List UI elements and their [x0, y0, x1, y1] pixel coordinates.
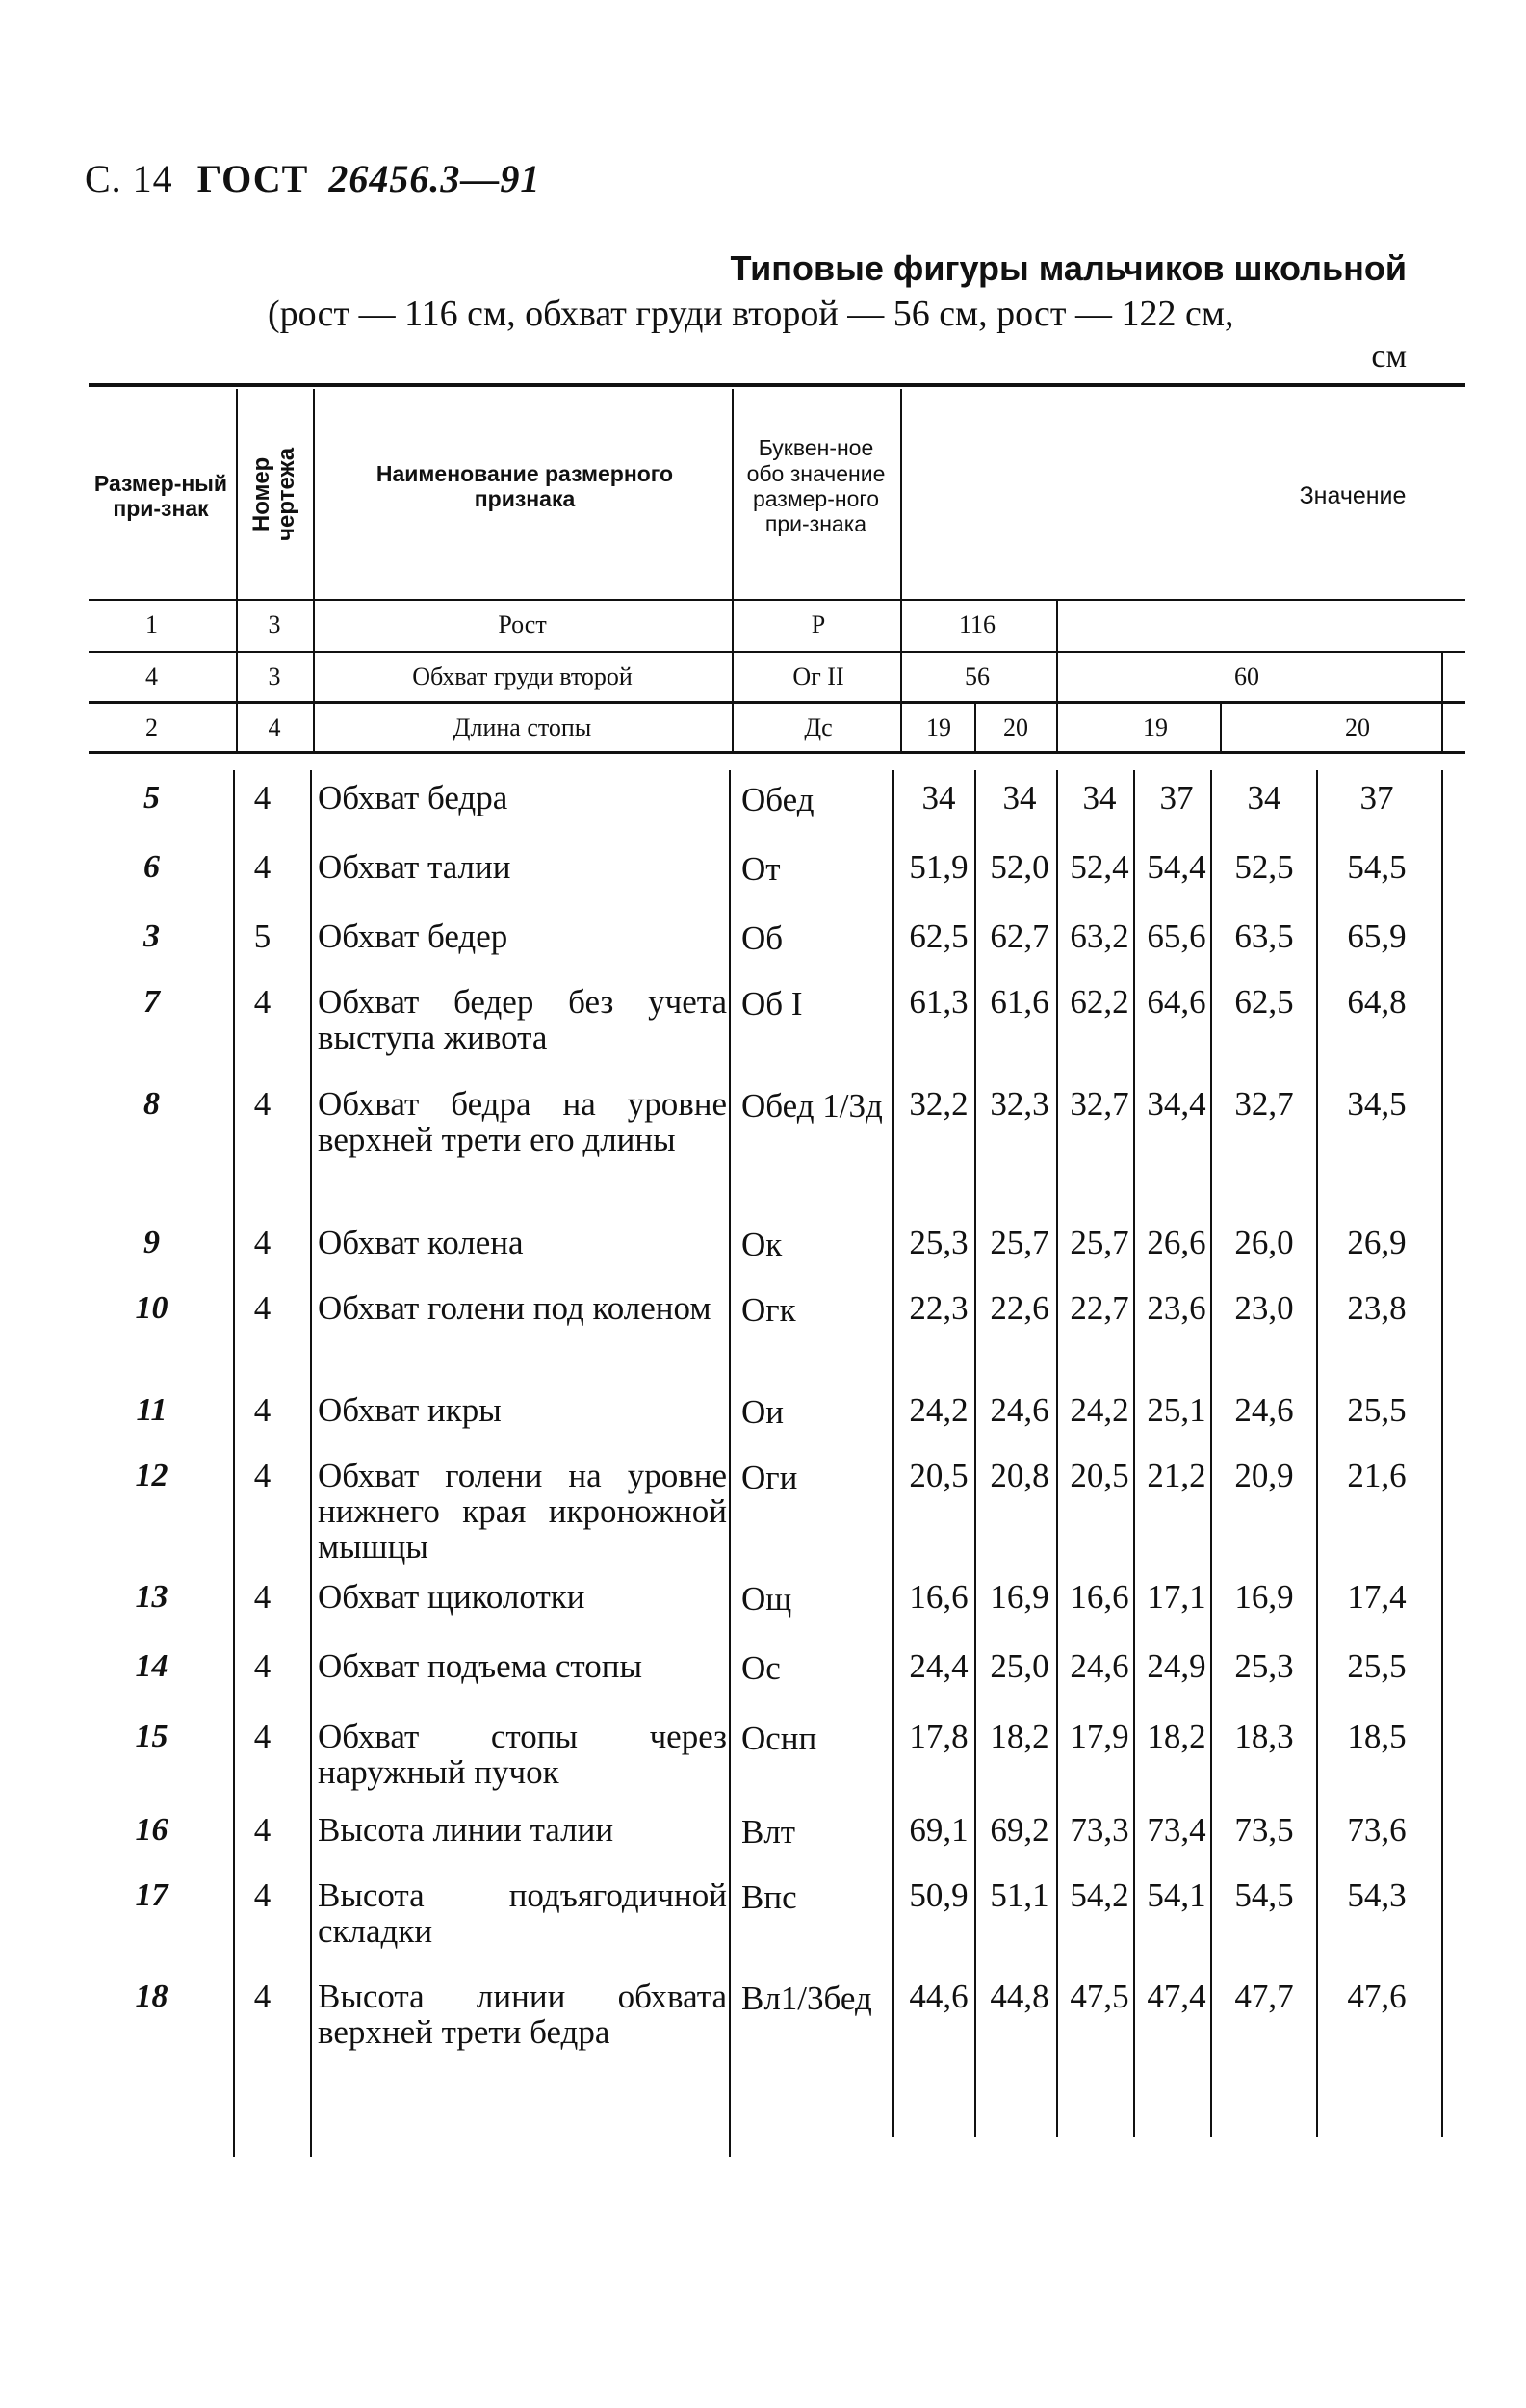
- sub-row-name: Рост: [498, 610, 547, 638]
- row-name: Обхват голени под коленом: [318, 1289, 711, 1327]
- row-value: 24,2: [909, 1391, 969, 1429]
- row-sign-number: 14: [135, 1648, 168, 1684]
- row-value: 73,3: [1070, 1811, 1129, 1849]
- row-value: 54,3: [1347, 1877, 1407, 1914]
- row-value: 21,6: [1347, 1457, 1407, 1494]
- sub-row-value: 19: [1143, 713, 1168, 741]
- row-value: 17,4: [1347, 1578, 1407, 1616]
- row-value: 54,2: [1070, 1877, 1129, 1914]
- row-value: 37: [1359, 779, 1394, 816]
- body-col-divider-5: [974, 770, 976, 2137]
- row-value: 16,9: [990, 1578, 1049, 1616]
- row-value: 24,6: [990, 1391, 1049, 1429]
- row-symbol: Вл1/3бед: [741, 1980, 872, 2017]
- row-symbol: От: [741, 850, 781, 888]
- row-drawing-number: 4: [253, 1289, 272, 1327]
- sub-row-value: 116: [958, 610, 996, 638]
- sub-row-sign-number: 4: [145, 662, 158, 690]
- sub-row-value: 20: [1003, 713, 1028, 741]
- row-sign-number: 7: [143, 984, 160, 1020]
- sub-row-symbol: Дс: [804, 713, 833, 741]
- value-divider-sub-a: [974, 703, 976, 753]
- row-value: 20,5: [909, 1457, 969, 1494]
- col-divider-4: [900, 389, 902, 753]
- row-value: 34: [1082, 779, 1117, 816]
- row-value: 20,9: [1234, 1457, 1294, 1494]
- sub-row-name: Обхват груди второй: [412, 662, 633, 690]
- page-header: [85, 156, 540, 201]
- row-name: Обхват щиколотки: [318, 1578, 585, 1616]
- row-drawing-number: 4: [253, 1224, 272, 1261]
- body-col-divider-10: [1441, 770, 1443, 2137]
- row-value: 25,7: [1070, 1224, 1129, 1261]
- row-name: Высота подъягодичной складки: [318, 1877, 727, 1950]
- sub-row-value: 56: [965, 662, 990, 690]
- row-value: 18,3: [1234, 1718, 1294, 1755]
- table-top-rule: [89, 383, 1465, 387]
- col-header-drawing-text: Номер чертежа: [248, 447, 300, 541]
- row-value: 73,4: [1147, 1811, 1206, 1849]
- row-symbol: Впс: [741, 1878, 797, 1916]
- row-value: 18,2: [990, 1718, 1049, 1755]
- row-value: 24,9: [1147, 1647, 1206, 1685]
- row-value: 32,2: [909, 1085, 969, 1123]
- row-value: 16,6: [909, 1578, 969, 1616]
- row-symbol: Об I: [741, 985, 803, 1023]
- row-name: Обхват подъема стопы: [318, 1647, 642, 1685]
- row-value: 16,6: [1070, 1578, 1129, 1616]
- body-col-divider-9: [1316, 770, 1318, 2137]
- row-name: Обхват голени на уровне нижнего края икроножной мышцы: [318, 1457, 727, 1566]
- row-value: 65,6: [1147, 918, 1206, 955]
- body-col-divider-3: [729, 770, 731, 2157]
- row-value: 25,1: [1147, 1391, 1206, 1429]
- row-name: Обхват бедра на уровне верхней трети его длины: [318, 1085, 727, 1158]
- row-symbol: Ок: [741, 1226, 783, 1263]
- row-sign-number: 3: [143, 919, 160, 954]
- sub-row-drawing-number: 3: [268, 662, 281, 690]
- sub-row-value: 19: [926, 713, 951, 741]
- row-drawing-number: 4: [253, 848, 272, 886]
- row-symbol: Обед 1/3д: [741, 1087, 883, 1125]
- col-header-name: Наименование размерного признака: [375, 460, 674, 511]
- sub-row-rule-1: [89, 651, 1465, 653]
- row-value: 54,4: [1147, 848, 1206, 886]
- row-name: Обхват талии: [318, 848, 511, 886]
- row-value: 20,5: [1070, 1457, 1129, 1494]
- sub-row-value: 20: [1345, 713, 1370, 741]
- row-name: Обхват бедра: [318, 779, 508, 816]
- row-sign-number: 5: [143, 780, 160, 816]
- row-drawing-number: 4: [253, 1578, 272, 1616]
- row-sign-number: 11: [136, 1392, 168, 1428]
- sub-row-rule-2: [89, 701, 1465, 704]
- body-col-divider-7: [1133, 770, 1135, 2137]
- row-value: 69,1: [909, 1811, 969, 1849]
- row-sign-number: 17: [135, 1877, 168, 1913]
- row-drawing-number: 4: [253, 983, 272, 1021]
- row-value: 21,2: [1147, 1457, 1206, 1494]
- row-symbol: Оснп: [741, 1720, 817, 1757]
- row-value: 50,9: [909, 1877, 969, 1914]
- row-value: 44,8: [990, 1978, 1049, 2015]
- row-sign-number: 18: [135, 1979, 168, 2014]
- row-value: 61,3: [909, 983, 969, 1021]
- row-name: Обхват колена: [318, 1224, 524, 1261]
- header-bottom-rule: [89, 599, 1465, 601]
- row-value: 25,3: [909, 1224, 969, 1261]
- row-value: 26,9: [1347, 1224, 1407, 1261]
- standard-number: 26456.3—91: [328, 157, 541, 200]
- row-value: 23,8: [1347, 1289, 1407, 1327]
- row-value: 34,5: [1347, 1085, 1407, 1123]
- row-symbol: Об: [741, 919, 784, 957]
- row-value: 47,6: [1347, 1978, 1407, 2015]
- row-drawing-number: 4: [253, 1718, 272, 1755]
- standard-label: ГОСТ: [196, 157, 309, 200]
- row-value: 24,2: [1070, 1391, 1129, 1429]
- sub-row-sign-number: 1: [145, 610, 158, 638]
- row-drawing-number: 4: [253, 779, 272, 816]
- body-col-divider-6: [1056, 770, 1058, 2137]
- row-value: 24,6: [1234, 1391, 1294, 1429]
- row-value: 22,3: [909, 1289, 969, 1327]
- body-col-divider-1: [233, 770, 235, 2157]
- page-number: С. 14: [85, 157, 173, 200]
- body-col-divider-8: [1210, 770, 1212, 2137]
- row-sign-number: 13: [135, 1579, 168, 1615]
- row-value: 44,6: [909, 1978, 969, 2015]
- row-symbol: Ос: [741, 1649, 781, 1687]
- row-value: 23,0: [1234, 1289, 1294, 1327]
- row-symbol: Ощ: [741, 1580, 792, 1618]
- row-value: 63,5: [1234, 918, 1294, 955]
- row-name: Обхват икры: [318, 1391, 502, 1429]
- row-drawing-number: 4: [253, 1811, 272, 1849]
- row-value: 32,3: [990, 1085, 1049, 1123]
- row-value: 47,4: [1147, 1978, 1206, 2015]
- row-symbol: Ои: [741, 1393, 785, 1431]
- row-name: Обхват бедер без учета выступа живота: [318, 983, 727, 1056]
- row-value: 52,4: [1070, 848, 1129, 886]
- col-divider-2: [313, 389, 315, 753]
- table-subtitle: (рост — 116 см, обхват груди второй — 56 см, рост — 122 см,: [268, 294, 1234, 334]
- row-value: 62,5: [1234, 983, 1294, 1021]
- row-value: 54,5: [1234, 1877, 1294, 1914]
- row-value: 69,2: [990, 1811, 1049, 1849]
- row-value: 17,9: [1070, 1718, 1129, 1755]
- col-header-sign: Размер-ный при-знак: [93, 470, 228, 521]
- row-value: 20,8: [990, 1457, 1049, 1494]
- unit-label: см: [1371, 339, 1407, 375]
- row-value: 47,5: [1070, 1978, 1129, 2015]
- row-value: 73,6: [1347, 1811, 1407, 1849]
- row-value: 62,2: [1070, 983, 1129, 1021]
- row-sign-number: 8: [143, 1086, 160, 1122]
- row-value: 22,6: [990, 1289, 1049, 1327]
- sub-row-name: Длина стопы: [453, 713, 592, 741]
- row-value: 25,7: [990, 1224, 1049, 1261]
- row-value: 37: [1159, 779, 1194, 816]
- row-value: 64,6: [1147, 983, 1206, 1021]
- row-value: 26,6: [1147, 1224, 1206, 1261]
- row-value: 61,6: [990, 983, 1049, 1021]
- sub-row-sign-number: 2: [145, 713, 158, 741]
- row-value: 62,7: [990, 918, 1049, 955]
- row-value: 26,0: [1234, 1224, 1294, 1261]
- row-value: 54,1: [1147, 1877, 1206, 1914]
- row-symbol: Влт: [741, 1813, 796, 1851]
- row-value: 25,5: [1347, 1647, 1407, 1685]
- row-value: 52,0: [990, 848, 1049, 886]
- row-value: 16,9: [1234, 1578, 1294, 1616]
- row-value: 18,2: [1147, 1718, 1206, 1755]
- row-sign-number: 9: [143, 1225, 160, 1260]
- col-header-drawing: [238, 389, 313, 599]
- row-value: 34: [1247, 779, 1281, 816]
- row-value: 34: [921, 779, 956, 816]
- value-divider-right: [1441, 653, 1443, 753]
- row-symbol: Обед: [741, 781, 815, 818]
- row-value: 47,7: [1234, 1978, 1294, 2015]
- value-divider-116: [1056, 601, 1058, 753]
- row-drawing-number: 4: [253, 1877, 272, 1914]
- row-sign-number: 10: [135, 1290, 168, 1326]
- sub-row-drawing-number: 4: [268, 713, 281, 741]
- body-col-divider-2: [310, 770, 312, 2157]
- row-value: 17,8: [909, 1718, 969, 1755]
- row-name: Высота линии талии: [318, 1811, 614, 1849]
- row-value: 24,6: [1070, 1647, 1129, 1685]
- row-value: 63,2: [1070, 918, 1129, 955]
- row-drawing-number: 4: [253, 1457, 272, 1494]
- row-drawing-number: 4: [253, 1978, 272, 2015]
- row-value: 54,5: [1347, 848, 1407, 886]
- row-value: 52,5: [1234, 848, 1294, 886]
- row-name: Высота линии обхвата верхней трети бедра: [318, 1978, 727, 2051]
- row-value: 17,1: [1147, 1578, 1206, 1616]
- row-name: Обхват бедер: [318, 918, 508, 955]
- row-value: 51,9: [909, 848, 969, 886]
- row-sign-number: 12: [135, 1458, 168, 1493]
- sub-row-symbol: Р: [811, 610, 826, 638]
- col-header-symbol: Буквен-ное обо значение размер-ного при-знака: [746, 435, 886, 537]
- row-symbol: Огк: [741, 1291, 796, 1329]
- sub-row-value: 60: [1234, 662, 1259, 690]
- row-value: 65,9: [1347, 918, 1407, 955]
- row-sign-number: 16: [135, 1812, 168, 1848]
- row-value: 73,5: [1234, 1811, 1294, 1849]
- row-drawing-number: 5: [253, 918, 272, 955]
- row-name: Обхват стопы через наружный пучок: [318, 1718, 727, 1791]
- sub-row-symbol: Ог II: [792, 662, 844, 690]
- row-sign-number: 15: [135, 1719, 168, 1754]
- row-value: 34: [1002, 779, 1037, 816]
- row-value: 25,5: [1347, 1391, 1407, 1429]
- row-value: 25,0: [990, 1647, 1049, 1685]
- row-symbol: Оги: [741, 1459, 798, 1496]
- row-drawing-number: 4: [253, 1391, 272, 1429]
- sub-row-drawing-number: 3: [268, 610, 281, 638]
- table-title: Типовые фигуры мальчиков школьной: [730, 248, 1407, 288]
- row-value: 25,3: [1234, 1647, 1294, 1685]
- value-divider-sub-b: [1220, 703, 1222, 753]
- row-value: 23,6: [1147, 1289, 1206, 1327]
- col-divider-3: [732, 389, 734, 753]
- row-value: 62,5: [909, 918, 969, 955]
- sub-row-rule-3: [89, 751, 1465, 754]
- row-value: 18,5: [1347, 1718, 1407, 1755]
- row-value: 22,7: [1070, 1289, 1129, 1327]
- row-value: 64,8: [1347, 983, 1407, 1021]
- row-value: 24,4: [909, 1647, 969, 1685]
- row-value: 34,4: [1147, 1085, 1206, 1123]
- row-drawing-number: 4: [253, 1647, 272, 1685]
- body-col-divider-4: [892, 770, 894, 2137]
- row-value: 32,7: [1234, 1085, 1294, 1123]
- col-header-value: Значение: [1299, 481, 1407, 509]
- row-drawing-number: 4: [253, 1085, 272, 1123]
- row-value: 51,1: [990, 1877, 1049, 1914]
- row-value: 32,7: [1070, 1085, 1129, 1123]
- row-sign-number: 6: [143, 849, 160, 885]
